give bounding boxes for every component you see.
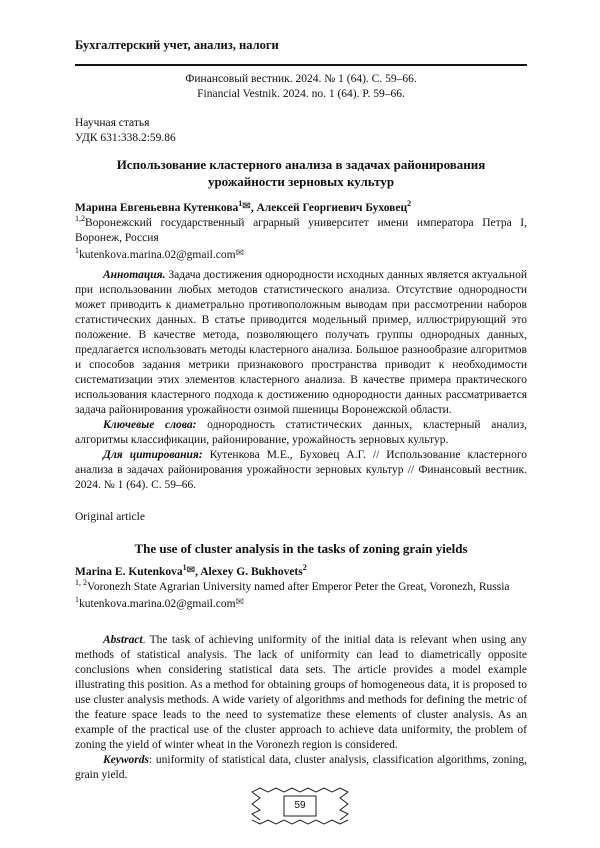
envelope-icon: ✉: [235, 248, 244, 259]
author-separator: ,: [195, 566, 201, 578]
en-keywords-text: : uniformity of statistical data, cluster analysis, classification algorithms, zoning, grain yield.: [75, 754, 527, 781]
ru-affil-sup: 1,2: [75, 214, 85, 224]
en-author2: Alexey G. Bukhovets: [200, 566, 303, 578]
en-affil-sup: 1, 2: [75, 578, 87, 588]
en-affiliation: [75, 580, 527, 595]
en-affil-text: Voronezh State Agrarian University named after Emperor Peter the Great, Voronezh, Russia: [87, 581, 510, 593]
page-number-ornament: [250, 786, 350, 826]
author-separator: ,: [250, 202, 257, 214]
citation-top-en: Financial Vestnik. 2024. no. 1 (64). P. 59–66.: [197, 88, 405, 100]
en-title: The use of cluster analysis in the tasks of zoning grain yields: [134, 541, 468, 556]
ru-affiliation: [75, 216, 527, 246]
ru-title: [75, 156, 527, 190]
en-email[interactable]: kutenkova.marina.02@gmail.com: [79, 598, 236, 610]
header-rule: [75, 64, 527, 66]
ru-author1-sup: 1: [238, 199, 243, 209]
ru-affil-text: Воронежский государственный аграрный университет имени императора Петра I, Воронеж, Россия: [75, 217, 527, 244]
en-abstract-label: Abstract: [103, 634, 143, 646]
journal-header: Бухгалтерский учет, анализ, налоги: [75, 38, 279, 52]
citation-top-ru: Финансовый вестник. 2024. № 1 (64). С. 59–66.: [185, 73, 417, 85]
page-number: 59: [294, 800, 306, 811]
ru-abstract-block: [75, 268, 527, 493]
ru-meta: [75, 116, 527, 146]
ru-keywords-label: Ключевые слова:: [103, 419, 197, 431]
en-email-line: [75, 595, 527, 612]
en-author1: Marina E. Kutenkova: [75, 566, 183, 578]
ru-cite: [75, 448, 527, 493]
ru-title-line2: урожайности зерновых культур: [207, 174, 395, 189]
ru-udc: УДК 631:338.2:59.86: [75, 132, 176, 144]
ru-title-line1: Использование кластерного анализа в задачах районирования: [116, 157, 486, 172]
en-keywords: [75, 753, 527, 783]
ru-authors-block: [75, 199, 527, 263]
ru-authors: [75, 199, 527, 216]
citation-top: [75, 72, 527, 102]
ru-abstract-text: Задача достижения однородности исходных данных является актуальной при использовании любых методов статистического анализа. Отсутствие однородности может приводить к диаметрально противоположным выводам при рассмотрении наборов статистических данных. В статье приводится модельный пример, иллюстрирующий это положение. В качестве метода, позволяющего получать группы однородных данных, предлагается использовать методы кластерного анализа. Большое разнообразие алгоритмов и способов задания метрики признакового пространства приводит к необходимости систематизации этих элементов кластерного анализа. В качестве примера практического использования кластерного подхода к достижению однородности данных рассматривается задача районирования урожайности озимой пшеницы Воронежской области.: [75, 269, 527, 416]
en-article-type: Original article: [75, 511, 145, 523]
ru-email[interactable]: kutenkova.marina.02@gmail.com: [79, 249, 236, 261]
envelope-icon: ✉: [242, 201, 251, 212]
envelope-icon: ✉: [186, 565, 196, 576]
en-keywords-label: Keywords: [103, 754, 149, 766]
en-authors: [75, 563, 527, 580]
ru-keywords: [75, 418, 527, 448]
ru-email-line: [75, 246, 527, 263]
ru-cite-label: Для цитирования:: [103, 449, 203, 461]
en-abstract-text: . The task of achieving uniformity of the initial data is relevant when using any methods of statistical analysis. The lack of uniformity can lead to diametrically opposite conclusions when considering statistical data sets. The article provides a model example illustrating this position. As a method for obtaining groups of homogeneous data, it is proposed to use cluster analysis methods. A wide variety of algorithms and methods for defining the metric of the feature space leads to the need to systematize these elements of cluster analysis. As an example of the practical use of the cluster approach to achieve data uniformity, the problem of zoning the yield of winter wheat in the Voronezh region is considered.: [75, 634, 527, 751]
ru-author1: Марина Евгеньевна Кутенкова: [75, 202, 239, 214]
envelope-icon: ✉: [235, 597, 244, 608]
en-authors-block: [75, 563, 527, 612]
en-author2-sup: 2: [302, 563, 307, 573]
en-email-sup: 1: [75, 595, 79, 605]
en-abstract-block: [75, 633, 527, 783]
ru-abstract-label: Аннотация.: [103, 269, 166, 281]
ru-article-type: Научная статья: [75, 117, 150, 129]
ru-author2-sup: 2: [407, 199, 412, 209]
ru-keywords-text: однородность статистических данных, кластерный анализ, алгоритмы классификации, районирование, урожайность зерновых культур.: [75, 419, 527, 446]
ru-cite-text: Кутенкова М.Е., Буховец А.Г. // Использование кластерного анализа в задачах районирования урожайности зерновых культур // Финансовый вестник. 2024. № 1 (64). С. 59–66.: [75, 449, 527, 491]
ru-author2: Алексей Георгиевич Буховец: [256, 202, 408, 214]
ru-email-sup: 1: [75, 246, 79, 256]
en-abstract: [75, 633, 527, 753]
ru-abstract: [75, 268, 527, 418]
en-author1-sup: 1: [182, 563, 187, 573]
